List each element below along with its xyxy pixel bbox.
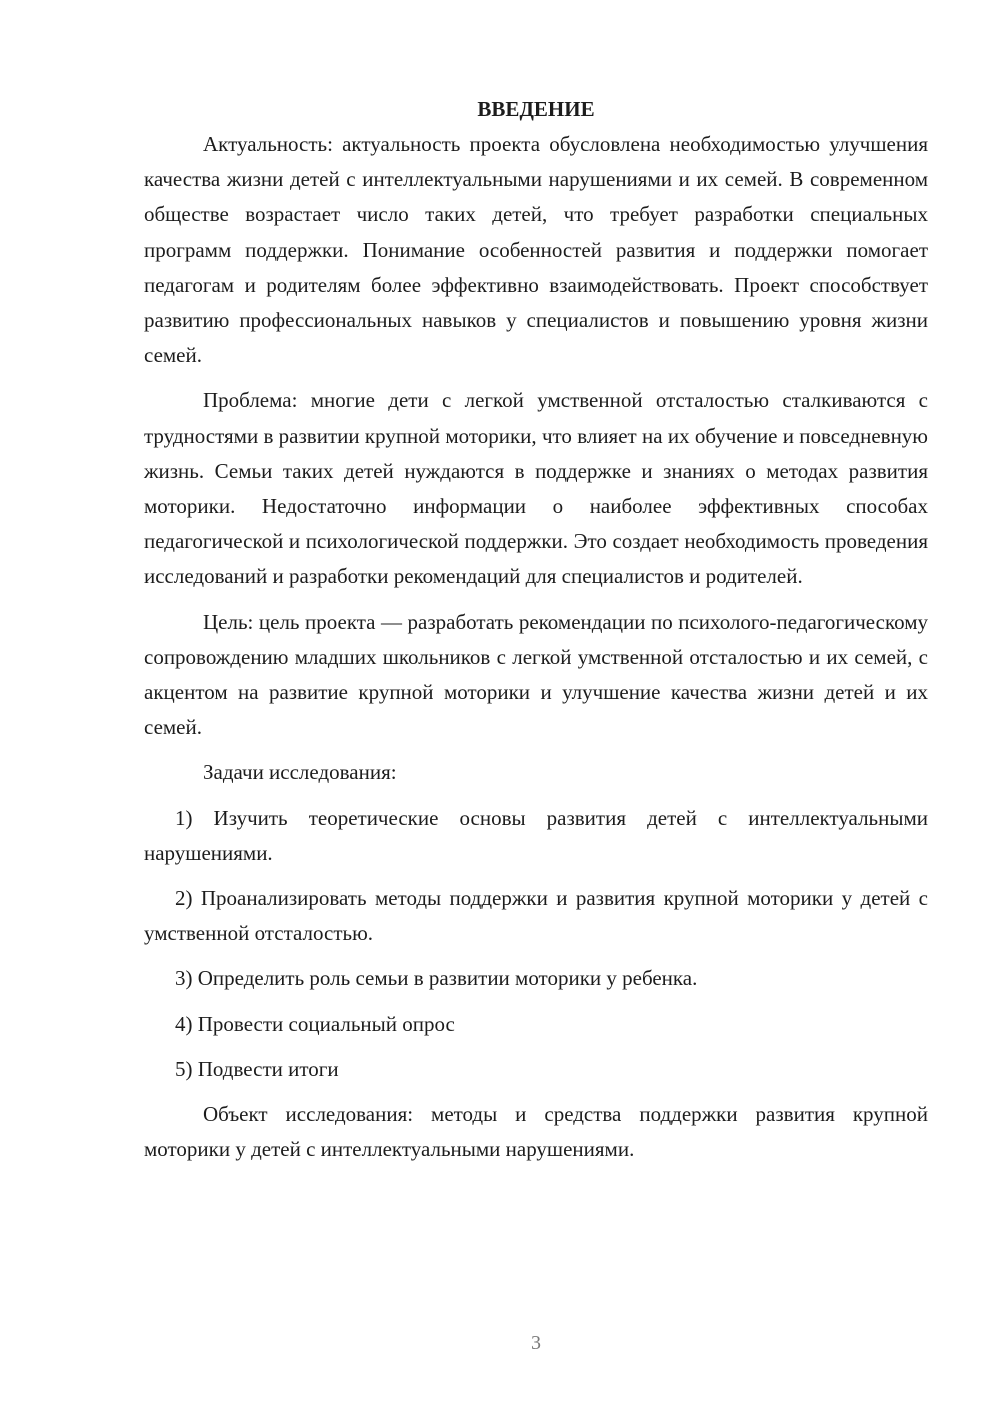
page-number: 3 (531, 1332, 541, 1354)
relevance-paragraph: Актуальность: актуальность проекта обусловлена необходимостью улучшения качества жизни детей с интеллектуальными нарушениями и их семей. В современном обществе возрастает число таких детей, что требует разработки специальных программ поддержки. Понимание особенностей развития и поддержки помогает педагогам и родителям более эффективно взаимодействовать. Проект способствует развитию профессиональных навыков у специалистов и повышению уровня жизни семей. (144, 132, 928, 368)
problem-paragraph: Проблема: многие дети с легкой умственной отсталостью сталкиваются с трудностями в развитии крупной моторики, что влияет на их обучение и повседневную жизнь. Семьи таких детей нуждаются в поддержке и знаниях о методах развития моторики. Недостаточно информации о наиболее эффективных способах педагогической и психологической поддержки. Это создает необходимость проведения исследований и разработки рекомендаций для специалистов и родителей. (144, 388, 928, 589)
section-title: ВВЕДЕНИЕ (477, 97, 595, 121)
object-paragraph: Объект исследования: методы и средства поддержки развития крупной моторики у детей с интеллектуальными нарушениями. (144, 1102, 928, 1162)
task-item: 5) Подвести итоги (175, 1056, 339, 1081)
page-content (144, 92, 928, 1167)
task-item: 2) Проанализировать методы поддержки и развития крупной моторики у детей с умственной отсталостью. (144, 886, 928, 946)
task-item: 3) Определить роль семьи в развитии моторики у ребенка. (175, 966, 698, 991)
task-item: 4) Провести социальный опрос (175, 1011, 455, 1036)
tasks-heading: Задачи исследования: (203, 760, 397, 785)
goal-paragraph: Цель: цель проекта — разработать рекомендации по психолого-педагогическому сопровождению младших школьников с легкой умственной отсталостью и их семей, с акцентом на развитие крупной моторики и улучшение качества жизни детей и их семей. (144, 609, 928, 740)
task-item: 1) Изучить теоретические основы развития детей с интеллектуальными нарушениями. (144, 805, 928, 865)
